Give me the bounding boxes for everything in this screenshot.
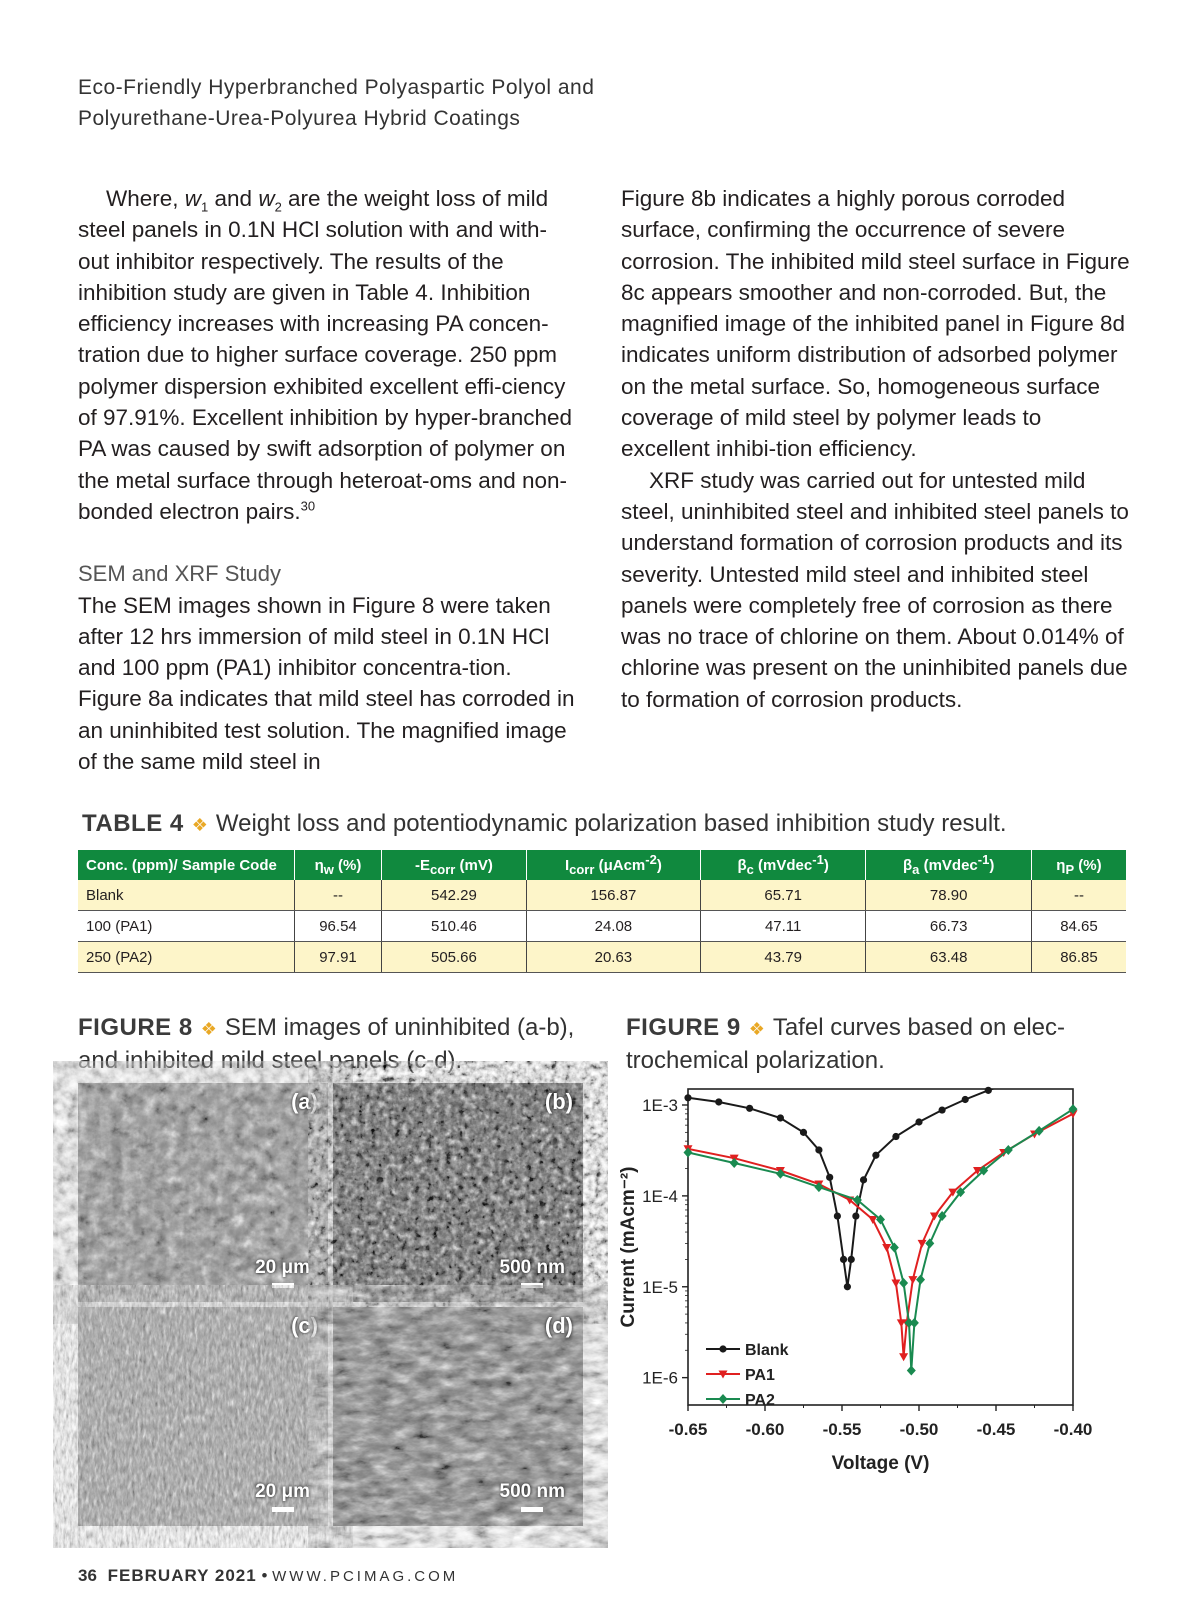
x-tick-label: -0.45 (976, 1420, 1016, 1439)
table-cell: 510.46 (382, 911, 527, 942)
data-point-pa1 (908, 1276, 917, 1284)
right-column (621, 183, 1131, 715)
data-point-blank (985, 1087, 992, 1094)
series-line-pa2 (688, 1109, 1073, 1370)
tafel-chart (618, 1083, 1126, 1528)
diamond-icon: ❖ (748, 1019, 765, 1039)
table-cell: 156.87 (526, 880, 700, 911)
data-point-blank (848, 1256, 855, 1263)
data-point-pa1 (868, 1216, 877, 1224)
header-beta-c: $\beta_c$ (mVdec$^{-1}$) (700, 850, 866, 880)
data-point-blank (684, 1094, 691, 1101)
table-cell: 542.29 (382, 880, 527, 911)
issue-date: FEBRUARY 2021 (107, 1566, 257, 1585)
data-point-blank (852, 1212, 859, 1219)
data-point-blank (962, 1096, 969, 1103)
table-caption (82, 810, 1007, 838)
x-tick-label: -0.40 (1053, 1420, 1093, 1439)
sem-panel-b (333, 1083, 583, 1302)
table-cell: 43.79 (700, 942, 866, 973)
legend-marker (719, 1394, 728, 1404)
sem-panel-c (78, 1307, 328, 1526)
table-cell: 97.91 (295, 942, 382, 973)
table-cell: 66.73 (866, 911, 1032, 942)
paragraph-1: Where, $w_1$ and $w_2$ are the weight loss of mild steel panels in 0.1N HCl solution with and with-out inhibitor respectively. The results of the inhibition study are given in Table 4. Inhibition efficiency increases with increasing PA concen-tration due to higher surface coverage. 250 ppm polymer dispersion exhibited excellent effi-ciency of 97.91%. Excellent inhibition by hyper-branched PA was caused by swift adsorption of polymer on the metal surface through heteroat-oms and non-bonded electron pairs.$^{30}$ (78, 186, 573, 524)
page-footer (78, 1566, 458, 1586)
figure8-caption (78, 1012, 578, 1077)
data-point-pa2 (925, 1238, 934, 1248)
table-cell: Blank (78, 880, 295, 911)
sem-panel-d (333, 1307, 583, 1526)
data-point-blank (844, 1283, 851, 1290)
scale-bar: 20 μm (255, 1481, 310, 1512)
sem-image-grid (78, 1083, 583, 1526)
x-tick-label: -0.65 (668, 1420, 708, 1439)
data-point-blank (840, 1256, 847, 1263)
table-cell: 96.54 (295, 911, 382, 942)
data-point-blank (860, 1176, 867, 1183)
table-row (78, 942, 1126, 973)
figure9-caption-text: Tafel curves based on elec-trochemical polarization. (626, 1014, 1065, 1074)
table-cell: 63.48 (866, 942, 1032, 973)
header-sample-code: Conc. (ppm)/ Sample Code (78, 850, 295, 880)
table-cell: -- (1031, 880, 1126, 911)
scale-bar: 20 μm (255, 1257, 310, 1288)
data-point-blank (815, 1146, 822, 1153)
table-header-row (78, 850, 1126, 880)
panel-label: (b) (544, 1089, 573, 1114)
figure9-label: FIGURE 9 (626, 1014, 741, 1041)
data-point-blank (834, 1212, 841, 1219)
table-cell: 78.90 (866, 880, 1032, 911)
diamond-icon: ❖ (200, 1019, 217, 1039)
legend-label: PA2 (745, 1392, 775, 1409)
panel-label: (a) (291, 1089, 318, 1114)
table-label: TABLE 4 (82, 810, 184, 837)
sem-panel-a (78, 1083, 328, 1302)
paragraph-2: The SEM images shown in Figure 8 were taken after 12 hrs immersion of mild steel in 0.1N HCl and 100 ppm (PA1) inhibitor concentra-tion. Figure 8a indicates that mild steel has corroded in an uninhibited test solution. The magnified image of the same mild steel in (78, 592, 575, 775)
table-cell: 86.85 (1031, 942, 1126, 973)
paragraph-4: XRF study was carried out for untested mild steel, uninhibited steel and inhibited steel panels to understand formation of corrosion products and its severity. Untested mild steel and inhibited steel panels were completely free of corrosion as there was no trace of chlorine on them. About 0.014% of chlorine was present on the uninhibited panels due to formation of corrosion products. (621, 467, 1129, 712)
table-cell: 84.65 (1031, 911, 1126, 942)
data-point-pa2 (910, 1318, 919, 1328)
section-heading: SEM and XRF Study (78, 561, 281, 587)
data-point-blank (939, 1106, 946, 1113)
data-point-blank (800, 1129, 807, 1136)
results-table (78, 850, 1126, 973)
data-point-blank (777, 1114, 784, 1121)
data-point-pa1 (882, 1244, 891, 1252)
diamond-icon: ❖ (191, 815, 208, 835)
y-tick-label: 1E-5 (642, 1277, 678, 1297)
data-point-pa1 (891, 1280, 900, 1288)
x-tick-label: -0.55 (822, 1420, 862, 1439)
y-axis-label: Current (mAcm⁻²) (618, 1166, 639, 1328)
data-point-blank (872, 1152, 879, 1159)
table-cell: 47.11 (700, 911, 866, 942)
table-cell: 100 (PA1) (78, 911, 295, 942)
scale-bar: 500 nm (500, 1257, 565, 1288)
y-tick-label: 1E-4 (642, 1186, 678, 1206)
footer-url: WWW.PCIMAG.COM (272, 1568, 459, 1585)
y-tick-label: 1E-6 (642, 1368, 678, 1388)
header-icorr: $I_{corr}$ (μAcm$^{-2}$) (526, 850, 700, 880)
data-point-blank (746, 1105, 753, 1112)
table-cell: -- (295, 880, 382, 911)
legend-marker (719, 1345, 726, 1352)
table-row (78, 911, 1126, 942)
data-point-pa1 (930, 1213, 939, 1221)
table-caption-text: Weight loss and potentiodynamic polarization based inhibition study result. (215, 810, 1007, 837)
x-tick-label: -0.60 (745, 1420, 785, 1439)
panel-label: (d) (544, 1313, 573, 1338)
figure8-caption-text: SEM images of uninhibited (a-b), and inhibited mild steel panels (c-d). (78, 1014, 575, 1074)
panel-label: (c) (291, 1313, 318, 1338)
data-point-pa2 (916, 1275, 925, 1285)
data-point-blank (892, 1133, 899, 1140)
legend-label: Blank (745, 1342, 789, 1359)
data-point-pa2 (907, 1365, 916, 1375)
paragraph-3: Figure 8b indicates a highly porous corroded surface, confirming the occurrence of severe corrosion. The inhibited mild steel surface in Figure 8c appears smoother and non-corroded. But, the magnified image of the inhibited panel in Figure 8d indicates uniform distribution of adsorbed polymer on the metal surface. So, homogeneous surface coverage of mild steel by polymer leads to excellent inhibi-tion efficiency. (621, 186, 1130, 462)
data-point-pa1 (899, 1353, 908, 1361)
table-cell: 65.71 (700, 880, 866, 911)
y-tick-label: 1E-3 (642, 1096, 678, 1116)
x-axis-label: Voltage (V) (831, 1453, 930, 1474)
data-point-blank (915, 1118, 922, 1125)
data-point-pa1 (918, 1240, 927, 1248)
left-column (78, 183, 578, 777)
table-cell: 20.63 (526, 942, 700, 973)
footer-separator: • (261, 1566, 268, 1585)
running-head (78, 72, 778, 134)
scale-bar: 500 nm (500, 1481, 565, 1512)
reference-30: 30 (300, 498, 316, 514)
running-head-line2: Polyurethane-Urea-Polyurea Hybrid Coatings (78, 107, 521, 130)
table-cell: 250 (PA2) (78, 942, 295, 973)
data-point-pa2 (899, 1278, 908, 1288)
data-point-blank (826, 1174, 833, 1181)
figure9-caption (626, 1012, 1106, 1077)
figure8-label: FIGURE 8 (78, 1014, 193, 1041)
table-cell: 505.66 (382, 942, 527, 973)
header-eta-w: $\eta_w$ (%) (295, 850, 382, 880)
table-row (78, 880, 1126, 911)
header-beta-a: $\beta_a$ (mVdec$^{-1}$) (866, 850, 1032, 880)
data-point-pa2 (890, 1243, 899, 1253)
running-head-line1: Eco-Friendly Hyperbranched Polyaspartic Polyol and (78, 76, 595, 99)
page-number: 36 (78, 1566, 97, 1585)
table-cell: 24.08 (526, 911, 700, 942)
data-point-blank (715, 1098, 722, 1105)
header-ecorr: $-E_{corr}$ (mV) (382, 850, 527, 880)
header-eta-p: $\eta_P$ (%) (1031, 850, 1126, 880)
legend-label: PA1 (745, 1367, 775, 1384)
x-tick-label: -0.50 (899, 1420, 939, 1439)
